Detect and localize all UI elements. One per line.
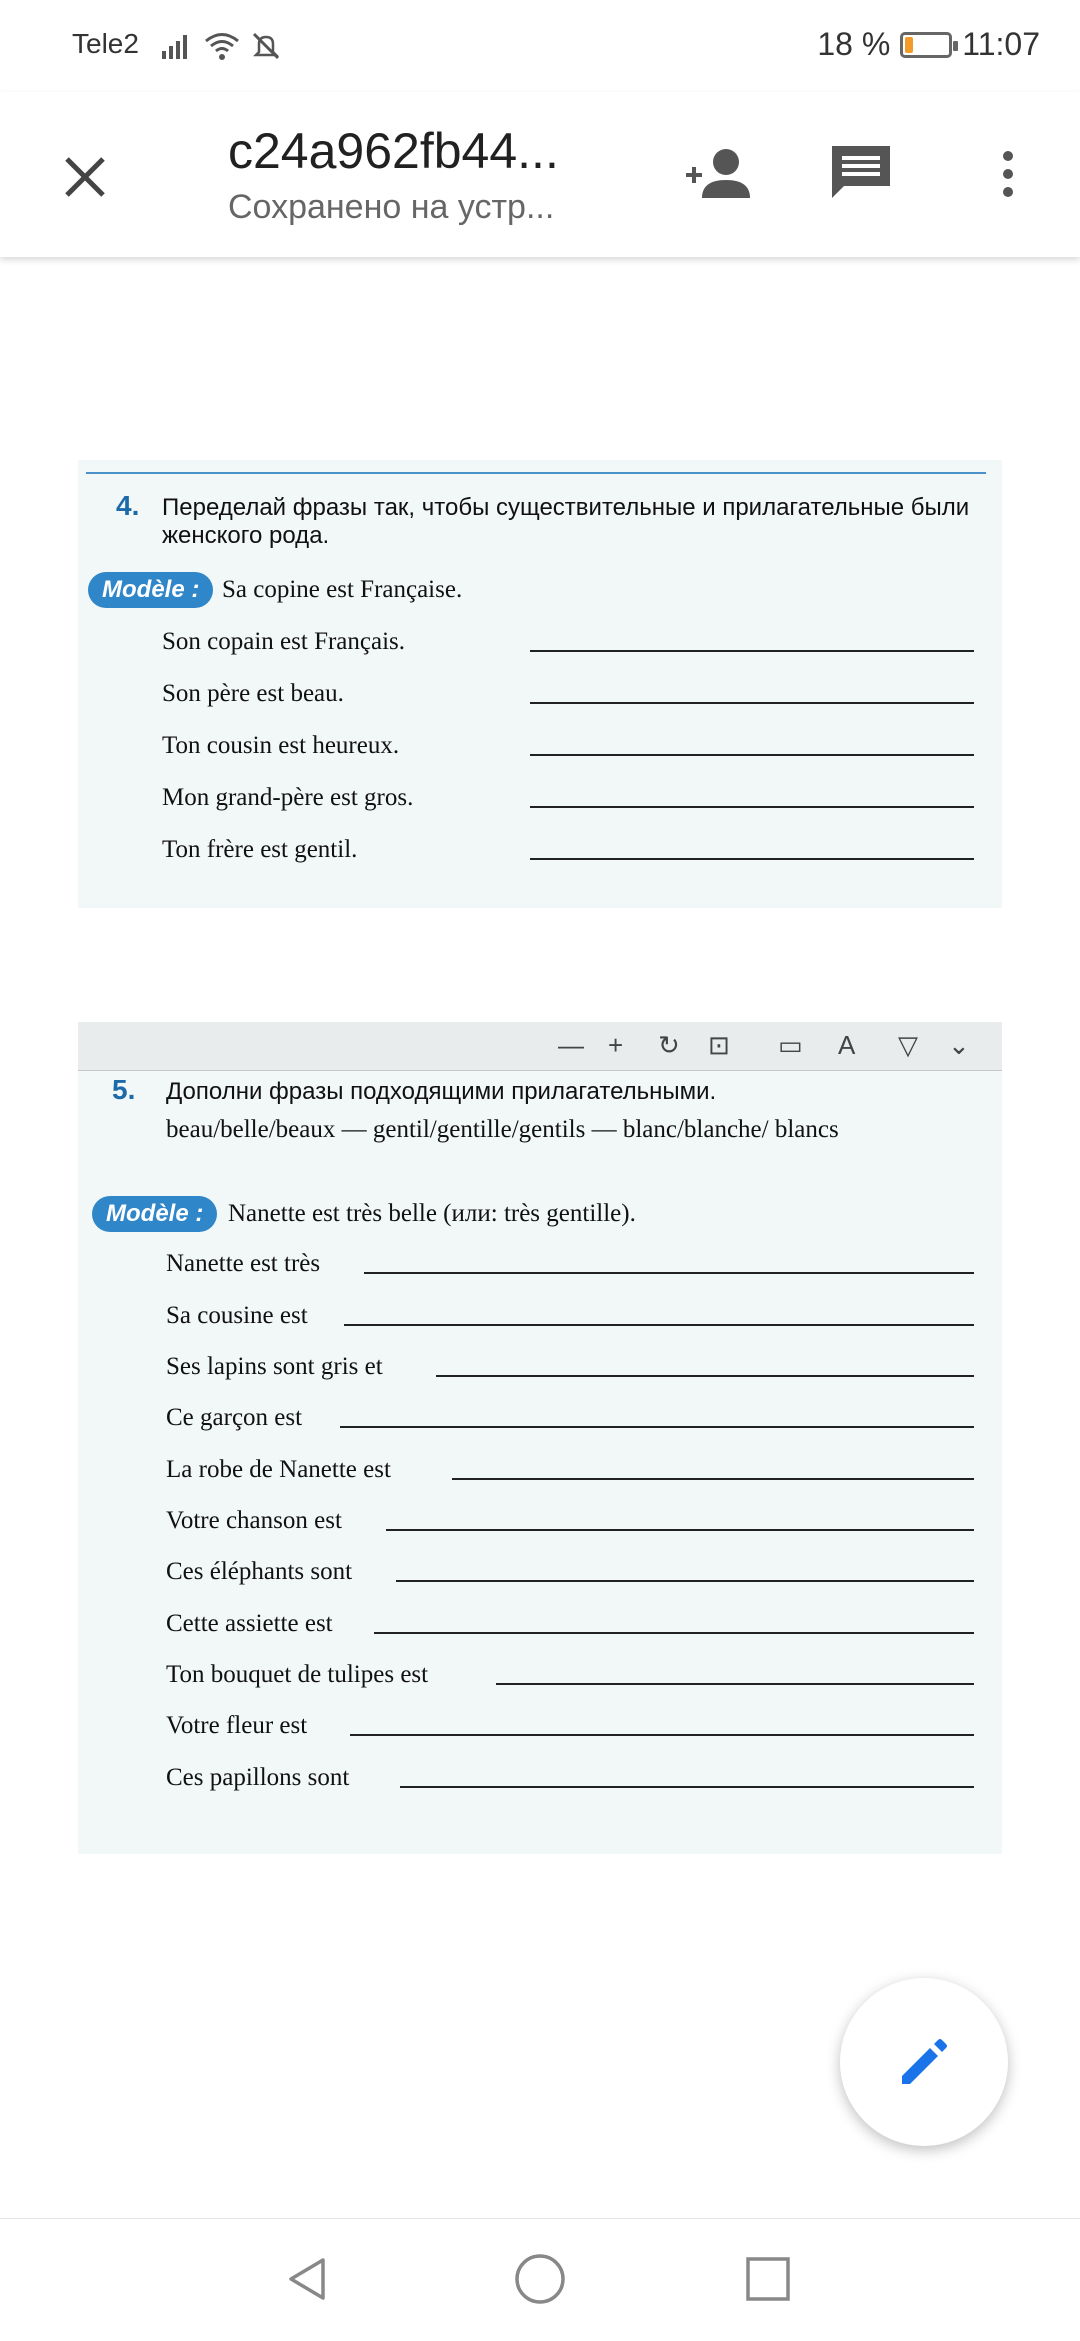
mute-bell-icon xyxy=(250,30,282,62)
answer-line-8 xyxy=(374,1632,974,1634)
model-sentence: Nanette est très belle (или: très gentille). xyxy=(228,1200,636,1227)
filter-icon: ▽ xyxy=(898,1030,918,1060)
nav-back-icon xyxy=(283,2254,333,2304)
sentence-4: Ce garçon est xyxy=(166,1404,303,1431)
sentence-4: Mon grand-père est gros. xyxy=(162,784,414,811)
sentence-2: Son père est beau. xyxy=(162,680,344,707)
add-person-icon xyxy=(680,140,760,212)
answer-line-7 xyxy=(396,1580,974,1582)
embedded-toolbar xyxy=(78,1022,1002,1071)
more-vert-icon xyxy=(988,140,1028,212)
share-button[interactable] xyxy=(680,140,760,212)
word-bank: beau/belle/beaux — gentil/gentille/gentils — blanc/blanche/ blancs xyxy=(166,1116,839,1143)
answer-line-5 xyxy=(530,858,974,860)
answer-line-6 xyxy=(386,1529,974,1531)
sentence-3: Ses lapins sont gris et xyxy=(166,1353,383,1380)
app-bar xyxy=(0,92,1080,257)
model-badge: Modèle : xyxy=(88,572,213,608)
answer-line-3 xyxy=(436,1375,974,1377)
sentence-2: Sa cousine est xyxy=(166,1302,308,1329)
sentence-3: Ton cousin est heureux. xyxy=(162,732,400,759)
answer-line-4 xyxy=(530,806,974,808)
nav-home-button[interactable] xyxy=(508,2247,572,2311)
exercise-instruction: Дополни фразы подходящими прилагательными. xyxy=(166,1078,717,1105)
sentence-11: Ces papillons sont xyxy=(166,1764,350,1791)
close-icon xyxy=(63,155,107,199)
sentence-6: Votre chanson est xyxy=(166,1507,342,1534)
answer-line-3 xyxy=(530,754,974,756)
answer-line-11 xyxy=(400,1786,974,1788)
sentence-1: Nanette est très xyxy=(166,1250,321,1277)
answer-line-2 xyxy=(530,702,974,704)
model-badge: Modèle : xyxy=(92,1196,217,1232)
document-page-exercise-4 xyxy=(78,460,1002,908)
carrier-name: Tele2 xyxy=(72,28,139,59)
sentence-1: Son copain est Français. xyxy=(162,628,406,655)
minus-icon: — xyxy=(558,1030,584,1060)
plus-icon: + xyxy=(608,1030,624,1060)
sentence-5: Ton frère est gentil. xyxy=(162,836,358,863)
sentence-7: Ces éléphants sont xyxy=(166,1558,353,1585)
sentence-9: Ton bouquet de tulipes est xyxy=(166,1661,429,1688)
nav-home-icon xyxy=(513,2252,567,2306)
answer-line-1 xyxy=(364,1272,974,1274)
text-icon: A xyxy=(838,1030,856,1060)
exercise-instruction: Переделай фразы так, чтобы существительные и прилагательные были женского рода. xyxy=(162,494,970,549)
more-options-button[interactable] xyxy=(988,140,1028,212)
answer-line-5 xyxy=(452,1478,974,1480)
battery-icon xyxy=(900,32,952,58)
signal-icon xyxy=(160,31,194,61)
rotate-icon: ↻ xyxy=(658,1030,680,1060)
comment-button[interactable] xyxy=(826,140,906,212)
exercise-number: 4. xyxy=(116,490,140,521)
sentence-5: La robe de Nanette est xyxy=(166,1456,391,1483)
battery-level xyxy=(905,37,913,53)
answer-line-10 xyxy=(350,1734,974,1736)
exercise-number: 5. xyxy=(112,1074,136,1105)
nav-recents-button[interactable] xyxy=(736,2247,800,2311)
close-button[interactable] xyxy=(50,142,120,212)
answer-line-9 xyxy=(496,1683,974,1685)
page-view-icon: ▭ xyxy=(778,1030,803,1060)
system-nav-bar xyxy=(0,2218,1080,2341)
clock: 11:07 xyxy=(962,26,1040,62)
edit-pencil-icon xyxy=(894,2032,954,2092)
answer-line-1 xyxy=(530,650,974,652)
chevron-down-icon: ⌄ xyxy=(948,1030,970,1060)
document-subtitle: Сохранено на устр... xyxy=(228,188,555,226)
nav-back-button[interactable] xyxy=(276,2247,340,2311)
document-page-exercise-5 xyxy=(78,1022,1002,1854)
status-right xyxy=(817,26,1040,63)
sentence-10: Votre fleur est xyxy=(166,1712,308,1739)
nav-recents-icon xyxy=(743,2254,793,2304)
status-bar xyxy=(0,0,1080,92)
answer-line-2 xyxy=(344,1324,974,1326)
comment-icon xyxy=(826,140,896,206)
page-top-rule xyxy=(86,472,986,474)
fit-icon: ⊡ xyxy=(708,1030,730,1060)
status-icons xyxy=(160,28,282,64)
wifi-icon xyxy=(204,31,240,61)
model-sentence: Sa copine est Française. xyxy=(222,576,463,603)
sentence-8: Cette assiette est xyxy=(166,1610,333,1637)
edit-fab-button[interactable] xyxy=(840,1978,1008,2146)
document-title: c24a962fb44... xyxy=(228,123,559,179)
answer-line-4 xyxy=(340,1426,974,1428)
battery-percent: 18 % xyxy=(817,26,891,62)
